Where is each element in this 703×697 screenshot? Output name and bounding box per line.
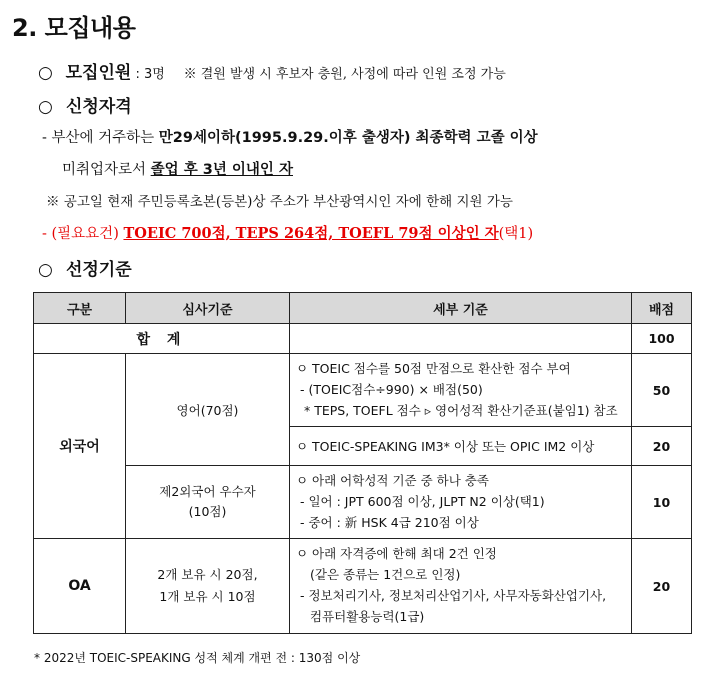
qualification-line-2 <box>62 158 293 179</box>
table-row <box>34 539 692 634</box>
second-language-score: 10 <box>632 466 692 539</box>
criterion-line: 1개 보유 시 10점 <box>159 589 256 604</box>
total-detail-empty <box>290 324 632 354</box>
english-criterion: 영어(70점) <box>126 354 290 466</box>
qualification-heading-line <box>38 92 132 117</box>
requirement-prefix: - (필요요건) <box>42 226 124 242</box>
detail-line: 컴퓨터활용능력(1급) <box>310 609 425 624</box>
english-detail-2: ㅇ TOEIC-SPEAKING IM3* 이상 또는 OPIC IM2 이상 <box>290 427 632 466</box>
header-category: 구분 <box>34 293 126 324</box>
qualification-bullet: ○ <box>38 97 53 117</box>
second-language-criterion <box>126 466 290 539</box>
table-row <box>34 466 692 539</box>
english-score-1: 50 <box>632 354 692 427</box>
oa-score: 20 <box>632 539 692 634</box>
oa-detail <box>290 539 632 634</box>
recruit-value: : 3명 <box>131 67 165 82</box>
recruit-label: 모집인원 <box>65 63 132 83</box>
qualification-line2-prefix: 미취업자로서 <box>62 162 151 178</box>
oa-criterion <box>126 539 290 634</box>
english-score-2: 20 <box>632 427 692 466</box>
foreign-category: 외국어 <box>34 354 126 539</box>
criterion-line: (10점) <box>188 504 227 519</box>
oa-category: OA <box>34 539 126 634</box>
detail-line: (같은 종류는 1건으로 인정) <box>310 567 461 582</box>
detail-line: * TEPS, TOEFL 점수 ▹ 영어성적 환산기준표(붙임1) 참조 <box>304 403 618 418</box>
recruit-bullet: ○ <box>38 63 53 83</box>
selection-heading: 선정기준 <box>65 260 132 280</box>
total-label: 합 계 <box>34 324 290 354</box>
detail-line: - 중어 : 新 HSK 4급 210점 이상 <box>300 515 479 530</box>
detail-line: ㅇ TOEIC 점수를 50점 만점으로 환산한 점수 부여 <box>296 361 571 376</box>
header-score: 배점 <box>632 293 692 324</box>
qualification-note: ※ 공고일 현재 주민등록초본(등본)상 주소가 부산광역시인 자에 한해 지원 가능 <box>46 194 513 210</box>
english-detail-1 <box>290 354 632 427</box>
selection-bullet: ○ <box>38 260 53 280</box>
total-score: 100 <box>632 324 692 354</box>
header-criterion: 심사기준 <box>126 293 290 324</box>
qualification-line1-bold: 만29세이하(1995.9.29.이후 출생자) 최종학력 고졸 이상 <box>158 130 538 146</box>
requirement-bold: TOEIC 700점, TEPS 264점, TOEFL 79점 이상인 자 <box>123 225 499 242</box>
total-row <box>34 324 692 354</box>
selection-heading-line <box>38 255 132 280</box>
qualification-heading: 신청자격 <box>65 97 132 117</box>
recruit-line <box>38 58 506 83</box>
detail-line: - 정보처리기사, 정보처리산업기사, 사무자동화산업기사, <box>300 588 607 603</box>
criteria-table <box>33 292 692 634</box>
qualification-line-1 <box>42 126 538 147</box>
second-language-detail <box>290 466 632 539</box>
table-row <box>34 354 692 427</box>
header-detail: 세부 기준 <box>290 293 632 324</box>
criterion-line: 제2외국어 우수자 <box>159 484 256 499</box>
detail-line: - (TOEIC점수÷990) × 배점(50) <box>300 382 483 397</box>
qualification-line2-bold: 졸업 후 3년 이내인 자 <box>150 162 293 178</box>
requirement-suffix: (택1) <box>498 226 534 242</box>
criterion-line: 2개 보유 시 20점, <box>157 567 258 582</box>
detail-line: ㅇ 아래 어학성적 기준 중 하나 충족 <box>296 473 489 488</box>
table-header-row <box>34 293 692 324</box>
detail-line: - 일어 : JPT 600점 이상, JLPT N2 이상(택1) <box>300 494 545 509</box>
qualification-line1-prefix: - 부산에 거주하는 <box>42 130 159 146</box>
detail-line: ㅇ 아래 자격증에 한해 최대 2건 인정 <box>296 546 497 561</box>
qualification-requirement <box>42 222 533 243</box>
footnote: * 2022년 TOEIC-SPEAKING 성적 체계 개편 전 : 130점 이상 <box>34 651 361 665</box>
section-title: 2. 모집내용 <box>12 14 136 42</box>
recruit-note: ※ 결원 발생 시 후보자 충원, 사정에 따라 인원 조정 가능 <box>183 67 506 82</box>
